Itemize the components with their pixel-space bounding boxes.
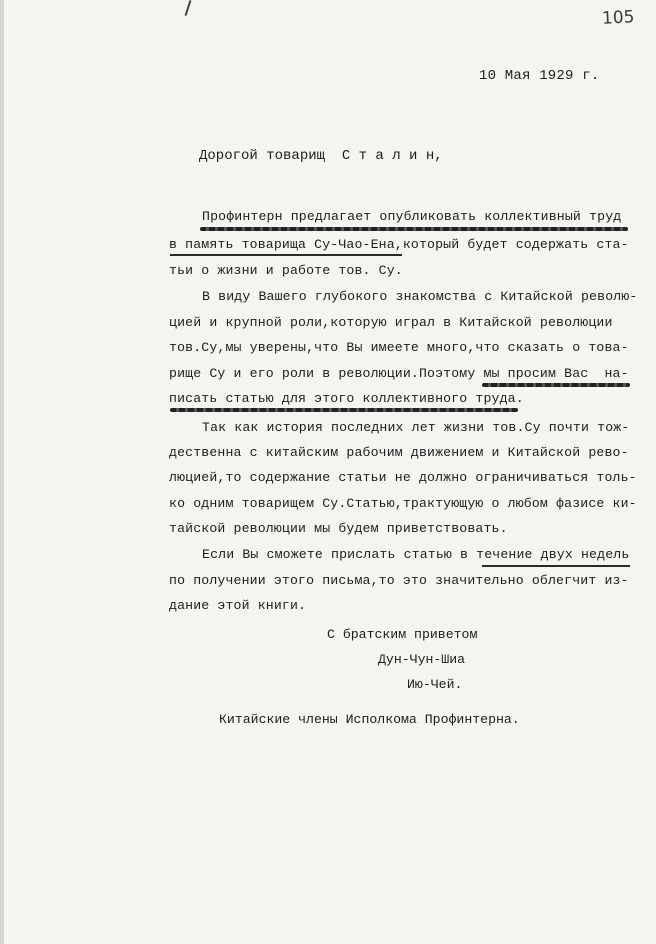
body-line: тьи о жизни и работе тов. Су. [169,263,403,278]
body-line: писать статью для этого коллективного труда. [169,391,524,406]
pencil-underline [482,383,630,387]
archive-page-number: 105 [601,7,635,29]
body-line: цией и крупной роли,которую играл в Китайской революции [169,315,613,330]
body-line: В виду Вашего глубокого знакомства с Китайской револю- [202,289,638,304]
closing-salutation: С братским приветом [327,627,478,642]
pencil-underline [170,408,518,412]
body-line: люцией,то содержание статьи не должно ограничиваться толь- [169,470,637,485]
letter-date: 10 Мая 1929 г. [479,68,600,84]
body-line: Профинтерн предлагает опубликовать коллективный труд [202,209,622,224]
body-line: рище Су и его роли в революции.Поэтому мы просим Вас на- [169,366,629,381]
body-line: в память товарища Су-Чао-Ена,который будет содержать ста- [169,237,629,252]
pencil-underline [200,227,628,231]
body-line: ко одним товарищем Су.Статью,трактующую о любом фазисе ки- [169,496,637,511]
body-line: тайской революции мы будем приветствовать. [169,521,508,536]
body-line: Так как история последних лет жизни тов.Су почти тож- [202,420,630,435]
body-line: Если Вы сможете прислать статью в течение двух недель [202,547,630,562]
pencil-underline [170,254,402,256]
body-line: тов.Су,мы уверены,что Вы имеете много,что сказать о това- [169,340,629,355]
pencil-underline [482,565,630,567]
pen-tick-mark [185,0,192,16]
signatory-name: Ию-Чей. [407,677,463,692]
body-line: дание этой книги. [169,598,307,613]
footer-line: Китайские члены Исполкома Профинтерна. [219,712,520,727]
signatory-name: Дун-Чун-Шиа [378,652,466,667]
body-line: по получении этого письма,то это значительно облегчит из- [169,573,629,588]
body-line: дественна с китайским рабочим движением и Китайской рево- [169,445,629,460]
greeting: Дорогой товарищ С т а л и н, [199,148,443,164]
